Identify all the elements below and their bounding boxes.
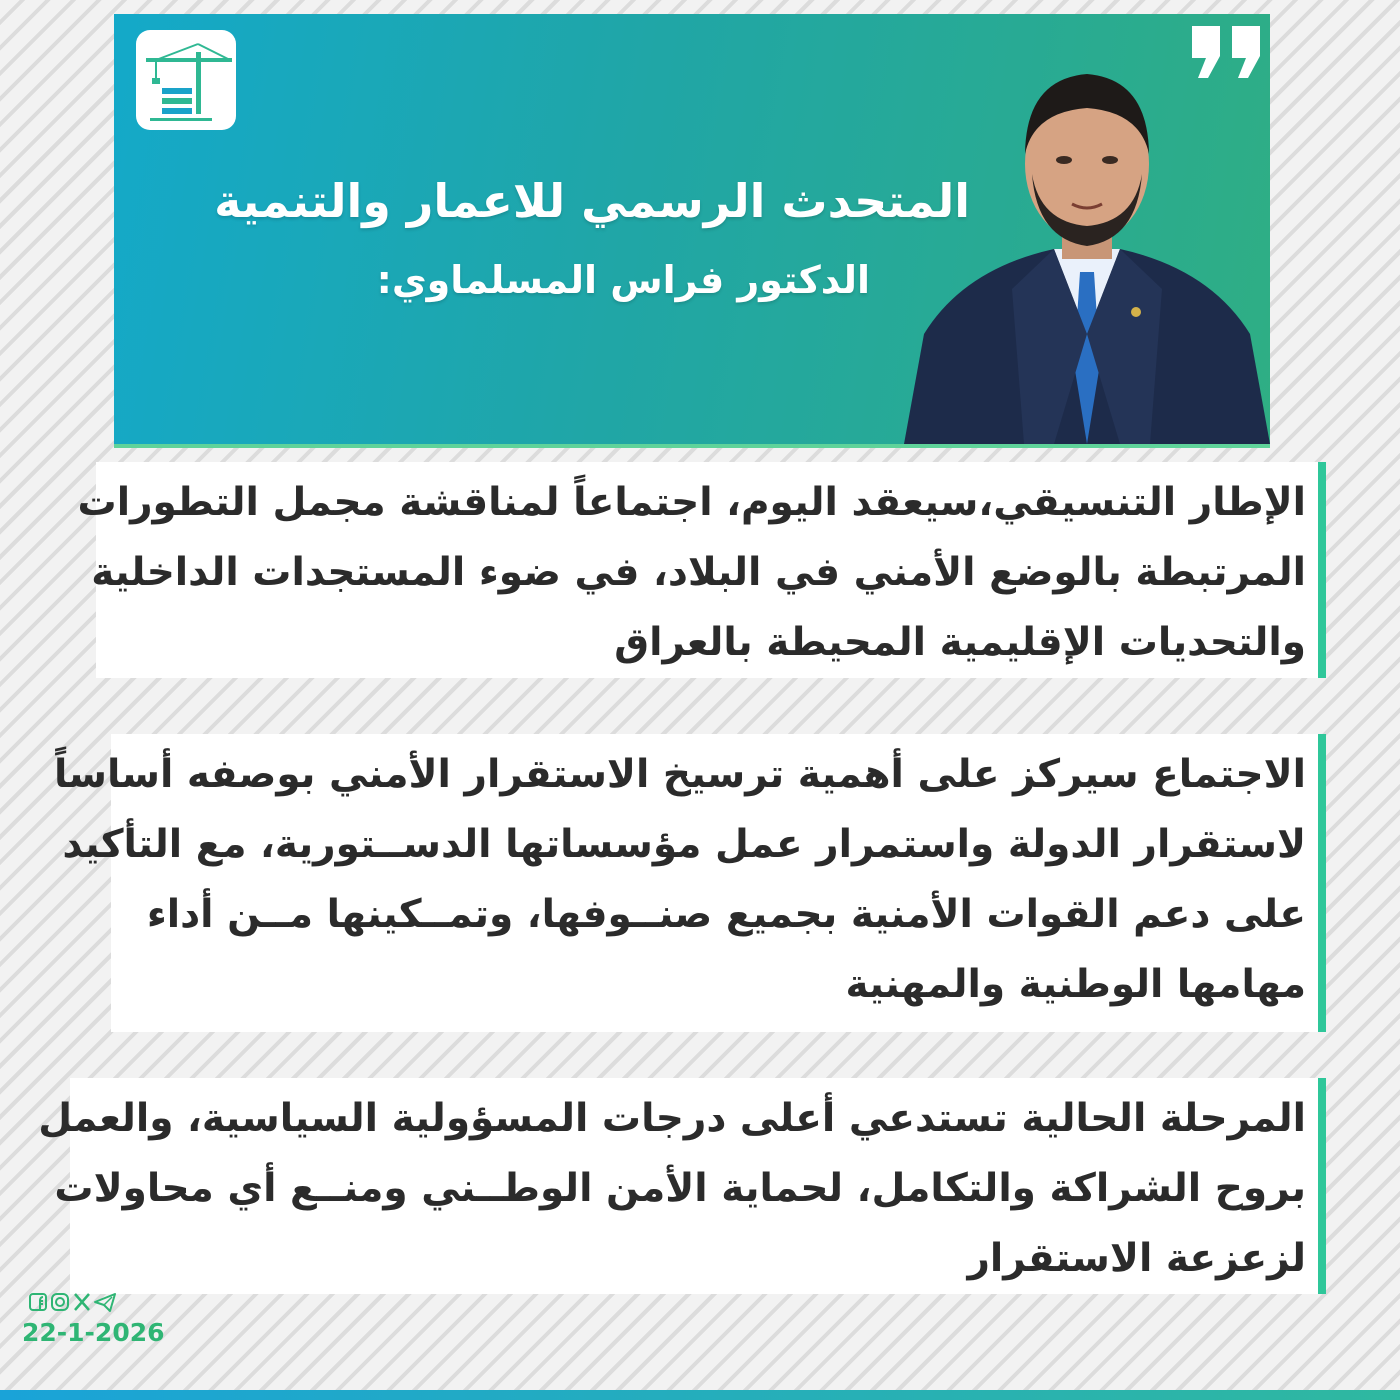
instagram-icon [52,1294,68,1310]
paragraph-line: الإطار التنسيقي،سيعقد اليوم، اجتماعاً لمناقشة مجمل التطورات [77,480,1306,525]
paragraph-line: مهامها الوطنية والمهنية [845,962,1306,1007]
paragraph-line: والتحديات الإقليمية المحيطة بالعراق [614,620,1306,665]
x-icon [75,1294,89,1310]
crane-logo-icon [136,30,236,130]
paragraph-line: بروح الشراكة والتكامل، لحماية الأمن الوطــني ومنــع أي محاولات [54,1166,1306,1211]
paragraph-line: على دعم القوات الأمنية بجميع صنــوفها، وتمــكينها مــن أداء [146,892,1306,937]
paragraph-line: لاستقرار الدولة واستمرار عمل مؤسساتها الدســتورية، مع التأكيد [62,822,1306,867]
post-date: 22-1-2026 [22,1318,165,1347]
header-banner [114,14,1270,448]
telegram-icon [95,1294,115,1311]
social-icons [28,1289,118,1315]
bottom-accent-bar [0,1390,1400,1400]
paragraph-line: المرتبطة بالوضع الأمني في البلاد، في ضوء المستجدات الداخلية [91,550,1306,595]
paragraph-block [53,734,1326,1032]
paragraph-line: المرحلة الحالية تستدعي أعلى درجات المسؤولية السياسية، والعمل [38,1096,1306,1141]
banner-title: المتحدث الرسمي للاعمار والتنمية [214,174,970,228]
banner-subtitle: الدكتور فراس المسلماوي: [376,258,870,302]
paragraph-line: الاجتماع سيركز على أهمية ترسيخ الاستقرار الأمني بوصفه أساساً [53,752,1306,797]
paragraph-line: لزعزعة الاستقرار [967,1236,1306,1281]
facebook-icon [30,1294,46,1310]
paragraph-block [38,1078,1326,1294]
spokesperson-portrait [904,34,1270,444]
paragraph-block [77,462,1326,678]
